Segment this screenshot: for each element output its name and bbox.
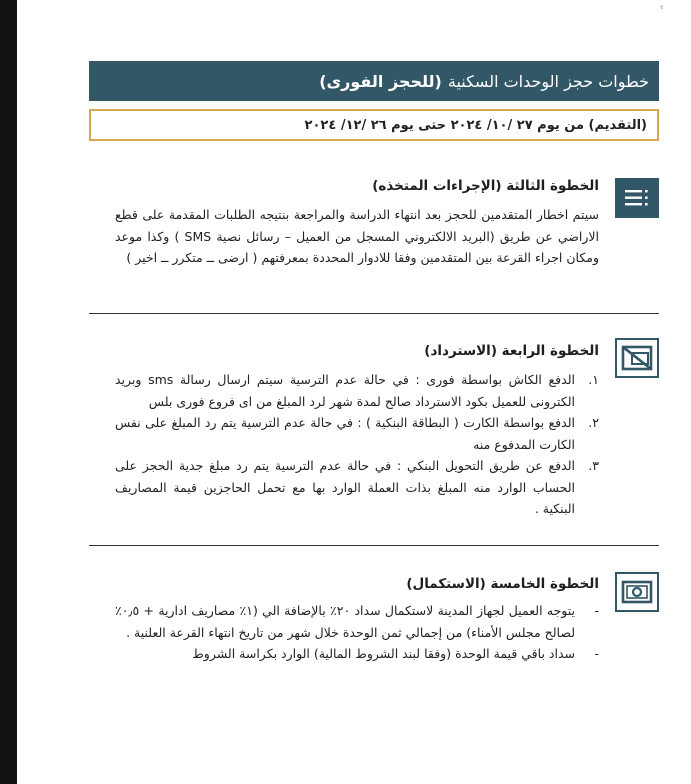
date-box (89, 109, 659, 141)
list-item-text: الدفع بواسطة الكارت ( البطاقة البنكية ) : في حالة عدم الترسية يتم رد المبلغ على نفس الكارت المدفوع منه (115, 415, 575, 452)
list-marker: ٢. (588, 415, 599, 430)
list-marker: - (594, 646, 599, 661)
list-item-text: سداد باقي قيمة الوحدة (وفقا لبند الشروط المالية) الوارد بكراسة الشروط (192, 646, 575, 661)
title-main: خطوات حجز الوحدات السكنية (447, 71, 649, 91)
step4-list (115, 369, 599, 520)
divider-1 (89, 313, 659, 314)
list-lines-icon (615, 178, 659, 218)
list-marker: ٣. (588, 458, 599, 473)
list-item (115, 412, 599, 455)
step5-title: الخطوة الخامسة (الاستكمال) (406, 576, 599, 592)
list-marker: - (594, 603, 599, 618)
divider-2 (89, 545, 659, 546)
step5-section (89, 572, 659, 722)
title-band (89, 61, 659, 101)
list-item (115, 600, 599, 643)
step3-body: سيتم اخطار المتقدمين للحجز بعد انتهاء الدراسة والمراجعة بنتيجه الطلبات المقدمة على قطع الاراضي عن طريق (البريد الالكتروني المسجل من العميل – رسائل نصية SMS ) وكذا موعد ومكان اجراء القرعة بين المتقدمين وفقا للادوار المحددة بمعرفتهم ( ارضى ــ متكرر ــ اخير ) (115, 207, 599, 265)
step4-section (89, 338, 659, 538)
list-item (115, 643, 599, 665)
list-item-text: الدفع عن طريق التحويل البنكي : في حالة عدم الترسية يتم رد مبلغ جدية الحجز على الحساب الوارد منه المبلغ بذات العملة الوارد بها مع تحمل الحاجزين قيمة المصاريف البنكية . (115, 458, 575, 516)
list-item-text: الدفع الكاش بواسطة فورى : في حالة عدم الترسية سيتم ارسال رسالة sms وبريد الكترونى للعميل بكود الاسترداد صالح لمدة شهر لرد المبلغ من اى فروع فورى بلس (115, 372, 575, 409)
date-box-text: (التقديم) من يوم ٢٧ /١٠/ ٢٠٢٤ حتى يوم ٢٦ /١٢/ ٢٠٢٤ (304, 117, 647, 133)
banknote-icon (615, 572, 659, 612)
list-item (115, 369, 599, 412)
step3-title: الخطوة الثالثة (الإجراءات المتخذه) (372, 178, 599, 194)
list-marker: ١. (588, 372, 599, 387)
title-highlight: (للحجز الفورى) (319, 71, 442, 91)
list-item-text: يتوجه العميل لجهاز المدينة لاستكمال سداد ٢٠٪ بالإضافة الي (١٪ مصاريف ادارية + ٠٫٥٪ لصالح مجلس الأمناء) من إجمالي ثمن الوحدة خلال شهر من تاريخ انتهاء القرعة العلنية . (115, 603, 575, 640)
step5-list (115, 600, 599, 665)
step3-section (89, 170, 659, 310)
list-item (115, 455, 599, 520)
left-scrollbar-edge (0, 0, 17, 784)
step4-title: الخطوة الرابعة (الاسترداد) (424, 343, 599, 359)
refund-crossed-box-icon (615, 338, 659, 378)
corner-mark: ﮨ (660, 0, 663, 10)
